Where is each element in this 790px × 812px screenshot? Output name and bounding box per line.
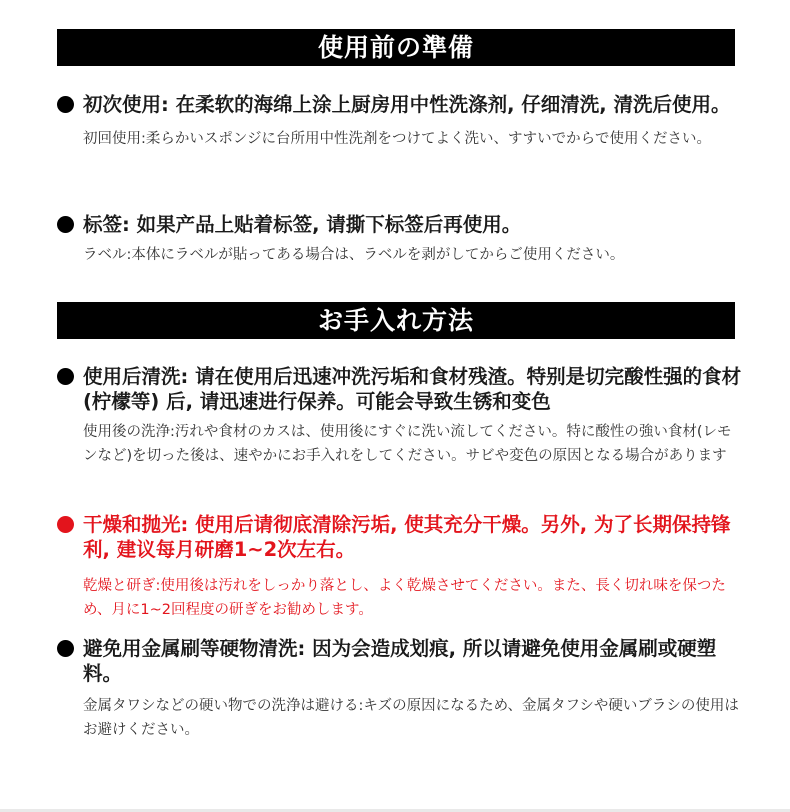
bullet-icon <box>57 216 74 233</box>
bullet-icon <box>57 516 74 533</box>
item-text-zh: 干燥和抛光: 使用后请彻底清除污垢, 使其充分干燥。另外, 为了长期保持锋利, 建议每月研磨1~2次左右。 <box>83 513 731 561</box>
item-text-ja: 乾燥と研ぎ:使用後は汚れをしっかり落とし、よく乾燥させてください。また、長く切れ味を保つため、月に1~2回程度の研ぎをお勧めします。 <box>83 578 726 618</box>
list-item-drying <box>57 512 742 622</box>
list-item-avoid-metal-brush <box>57 636 742 742</box>
section-header-preparation: 使用前の準備 <box>57 29 735 66</box>
item-text-ja: ラベル:本体にラベルが貼ってある場合は、ラベルを剥がしてからご使用ください。 <box>83 247 625 263</box>
item-text-zh: 标签: 如果产品上贴着标签, 请撕下标签后再使用。 <box>83 213 522 236</box>
item-text-ja: 使用後の洗浄:汚れや食材のカスは、使用後にすぐに洗い流してください。特に酸性の強い食材(レモンなど)を切った後は、速やかにお手入れをしてください。サビや変色の原因となる場合があります <box>83 424 732 464</box>
item-text-zh: 初次使用: 在柔软的海绵上涂上厨房用中性洗涤剂, 仔细清洗, 清洗后使用。 <box>83 93 731 116</box>
bullet-icon <box>57 640 74 657</box>
item-text-zh: 使用后清洗: 请在使用后迅速冲洗污垢和食材残渣。特别是切完酸性强的食材 (柠檬等) 后, 请迅速进行保养。可能会导致生锈和变色 <box>83 365 742 413</box>
section-header-care: お手入れ方法 <box>57 302 735 339</box>
item-text-zh: 避免用金属刷等硬物清洗: 因为会造成划痕, 所以请避免使用金属刷或硬塑料。 <box>83 637 717 685</box>
bullet-icon <box>57 96 74 113</box>
bullet-icon <box>57 368 74 385</box>
list-item-cleaning <box>57 364 742 468</box>
list-item-first-use <box>57 92 742 151</box>
item-text-ja: 初回使用:柔らかいスポンジに台所用中性洗剤をつけてよく洗い、すすいでからで使用ください。 <box>83 131 712 147</box>
item-text-ja: 金属タワシなどの硬い物での洗浄は避ける:キズの原因になるため、金属タフシや硬いブラシの使用はお避けください。 <box>83 698 739 738</box>
list-item-label <box>57 212 742 267</box>
